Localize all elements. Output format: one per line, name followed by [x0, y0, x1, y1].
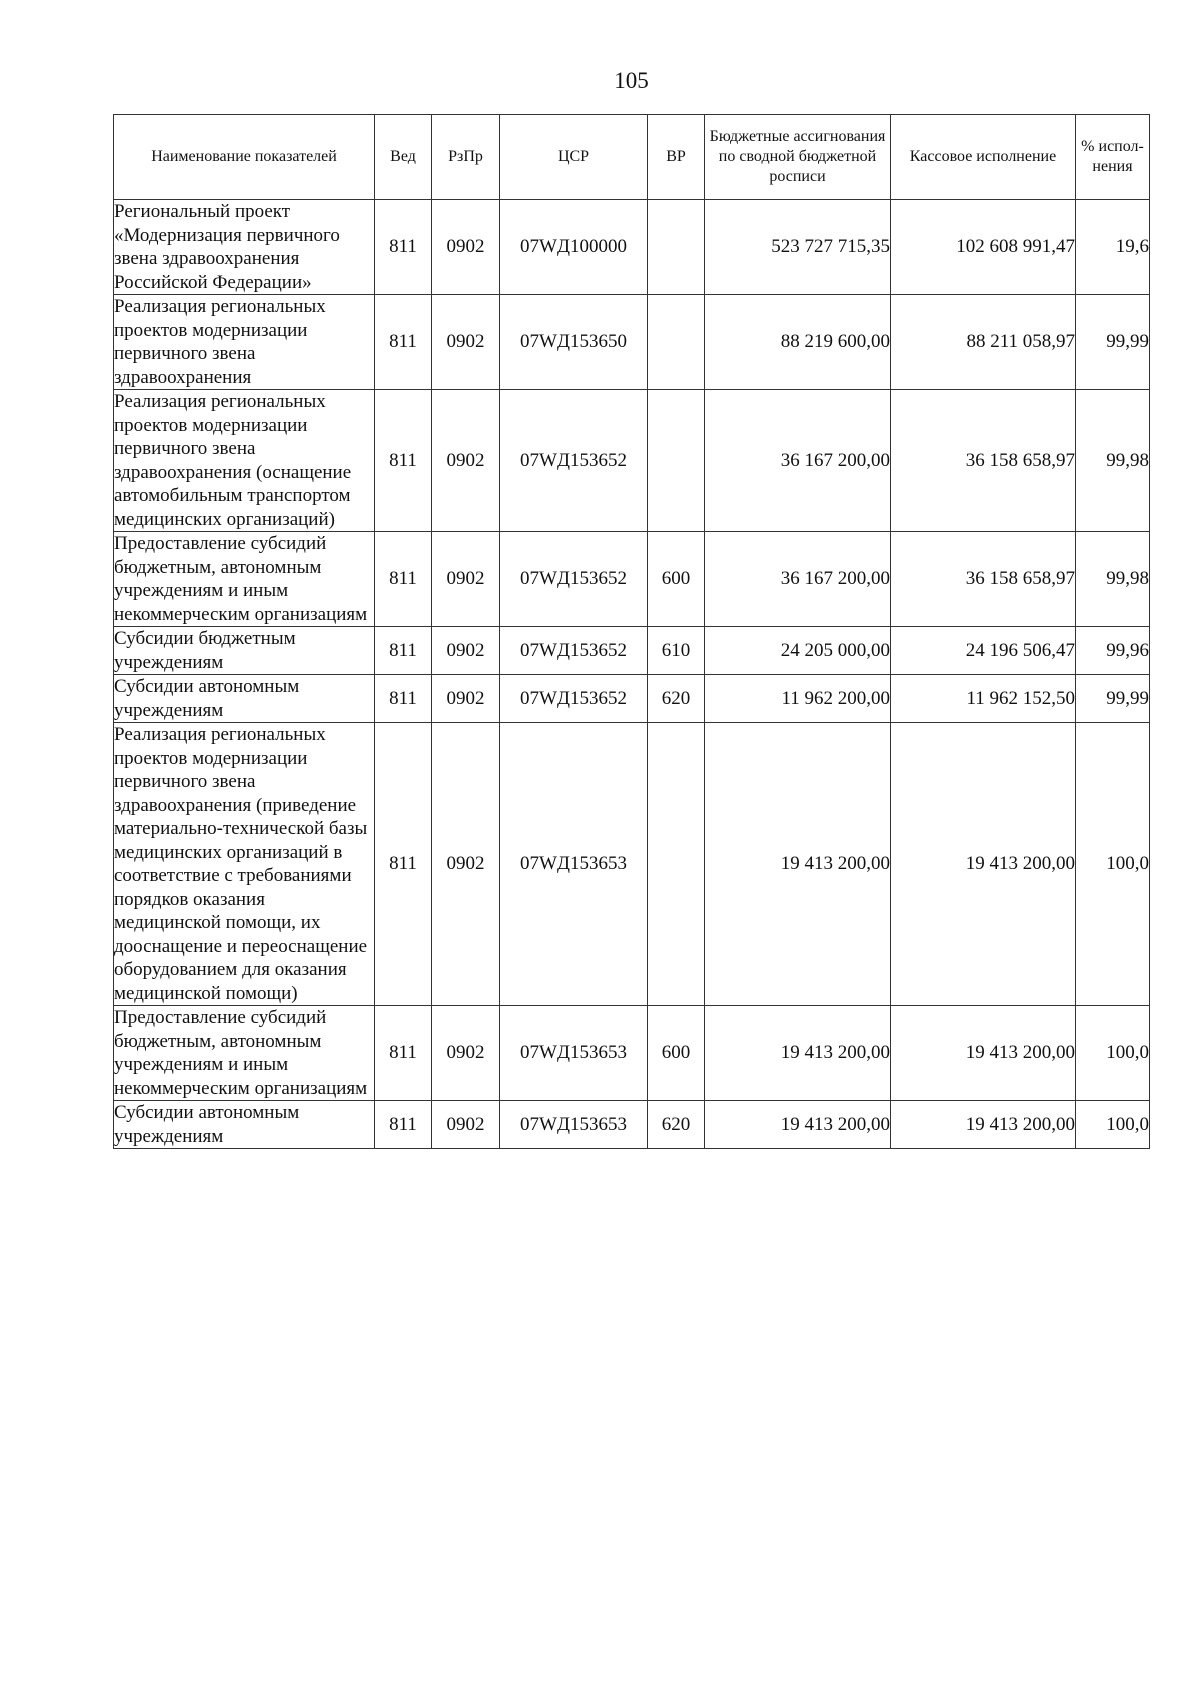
- cell-cash: 19 413 200,00: [891, 723, 1076, 1006]
- cell-csr: 07WД153652: [500, 675, 648, 723]
- cell-vr: 620: [648, 1101, 705, 1149]
- header-rzpr: РзПр: [432, 115, 500, 200]
- table-row: [114, 532, 1150, 627]
- header-cash: Кассовое исполнение: [891, 115, 1076, 200]
- cell-cash: 24 196 506,47: [891, 627, 1076, 675]
- cell-csr: 07WД153653: [500, 1006, 648, 1101]
- cell-vr: [648, 200, 705, 295]
- table-row: [114, 675, 1150, 723]
- cell-name: Предоставление субсидий бюджетным, автономным учреждениям и иным некоммерческим организациям: [114, 1006, 375, 1101]
- page-number: 105: [614, 68, 649, 93]
- cell-budget: 24 205 000,00: [705, 627, 891, 675]
- table-row: [114, 627, 1150, 675]
- cell-csr: 07WД153650: [500, 295, 648, 390]
- header-budget: Бюджетные ассигнования по сводной бюджетной росписи: [705, 115, 891, 200]
- cell-ved: 811: [375, 723, 432, 1006]
- table-body: [114, 200, 1150, 1149]
- cell-vr: 600: [648, 1006, 705, 1101]
- cell-percent: 99,96: [1076, 627, 1150, 675]
- cell-cash: 36 158 658,97: [891, 390, 1076, 532]
- cell-rzpr: 0902: [432, 200, 500, 295]
- table-row: [114, 390, 1150, 532]
- cell-cash: 19 413 200,00: [891, 1006, 1076, 1101]
- cell-percent: 99,98: [1076, 390, 1150, 532]
- cell-ved: 811: [375, 390, 432, 532]
- cell-ved: 811: [375, 1101, 432, 1149]
- cell-budget: 11 962 200,00: [705, 675, 891, 723]
- budget-execution-table: [113, 114, 1150, 1149]
- cell-budget: 19 413 200,00: [705, 723, 891, 1006]
- cell-cash: 11 962 152,50: [891, 675, 1076, 723]
- cell-ved: 811: [375, 200, 432, 295]
- cell-rzpr: 0902: [432, 295, 500, 390]
- cell-percent: 99,99: [1076, 295, 1150, 390]
- cell-ved: 811: [375, 295, 432, 390]
- header-name: Наименование показателей: [114, 115, 375, 200]
- table-row: [114, 723, 1150, 1006]
- cell-vr: [648, 390, 705, 532]
- cell-name: Реализация региональных проектов модернизации первичного звена здравоохранения (оснащение автомобильным транспортом медицинских организаций): [114, 390, 375, 532]
- cell-budget: 19 413 200,00: [705, 1101, 891, 1149]
- cell-vr: 600: [648, 532, 705, 627]
- cell-name: Субсидии автономным учреждениям: [114, 1101, 375, 1149]
- cell-percent: 100,0: [1076, 1101, 1150, 1149]
- cell-name: Субсидии автономным учреждениям: [114, 675, 375, 723]
- cell-csr: 07WД153653: [500, 723, 648, 1006]
- cell-budget: 19 413 200,00: [705, 1006, 891, 1101]
- cell-csr: 07WД153652: [500, 627, 648, 675]
- cell-csr: 07WД153653: [500, 1101, 648, 1149]
- header-row: [114, 115, 1150, 200]
- cell-ved: 811: [375, 1006, 432, 1101]
- cell-rzpr: 0902: [432, 390, 500, 532]
- cell-percent: 100,0: [1076, 723, 1150, 1006]
- cell-vr: [648, 295, 705, 390]
- table-row: [114, 200, 1150, 295]
- cell-rzpr: 0902: [432, 532, 500, 627]
- cell-percent: 99,98: [1076, 532, 1150, 627]
- cell-name: Предоставление субсидий бюджетным, автономным учреждениям и иным некоммерческим организациям: [114, 532, 375, 627]
- cell-name: Реализация региональных проектов модернизации первичного звена здравоохранения (приведение материально-технической базы медицинских организаций в соответствие с требованиями порядков оказания медицинской помощи, их дооснащение и переоснащение оборудованием для оказания медицинской помощи): [114, 723, 375, 1006]
- cell-rzpr: 0902: [432, 675, 500, 723]
- cell-vr: 620: [648, 675, 705, 723]
- cell-rzpr: 0902: [432, 1006, 500, 1101]
- cell-rzpr: 0902: [432, 723, 500, 1006]
- cell-cash: 88 211 058,97: [891, 295, 1076, 390]
- cell-name: Региональный проект «Модернизация первичного звена здравоохранения Российской Федерации»: [114, 200, 375, 295]
- cell-budget: 523 727 715,35: [705, 200, 891, 295]
- cell-percent: 100,0: [1076, 1006, 1150, 1101]
- table-row: [114, 1101, 1150, 1149]
- cell-name: Субсидии бюджетным учреждениям: [114, 627, 375, 675]
- cell-name: Реализация региональных проектов модернизации первичного звена здравоохранения: [114, 295, 375, 390]
- cell-percent: 99,99: [1076, 675, 1150, 723]
- cell-csr: 07WД100000: [500, 200, 648, 295]
- cell-percent: 19,6: [1076, 200, 1150, 295]
- cell-csr: 07WД153652: [500, 532, 648, 627]
- header-percent: % испол-нения: [1076, 115, 1150, 200]
- cell-ved: 811: [375, 675, 432, 723]
- cell-cash: 102 608 991,47: [891, 200, 1076, 295]
- cell-vr: [648, 723, 705, 1006]
- cell-vr: 610: [648, 627, 705, 675]
- cell-ved: 811: [375, 627, 432, 675]
- header-vr: ВР: [648, 115, 705, 200]
- cell-rzpr: 0902: [432, 1101, 500, 1149]
- cell-budget: 88 219 600,00: [705, 295, 891, 390]
- header-csr: ЦСР: [500, 115, 648, 200]
- header-ved: Вед: [375, 115, 432, 200]
- cell-budget: 36 167 200,00: [705, 390, 891, 532]
- cell-cash: 19 413 200,00: [891, 1101, 1076, 1149]
- table-row: [114, 1006, 1150, 1101]
- table-row: [114, 295, 1150, 390]
- cell-budget: 36 167 200,00: [705, 532, 891, 627]
- cell-cash: 36 158 658,97: [891, 532, 1076, 627]
- cell-rzpr: 0902: [432, 627, 500, 675]
- cell-ved: 811: [375, 532, 432, 627]
- cell-csr: 07WД153652: [500, 390, 648, 532]
